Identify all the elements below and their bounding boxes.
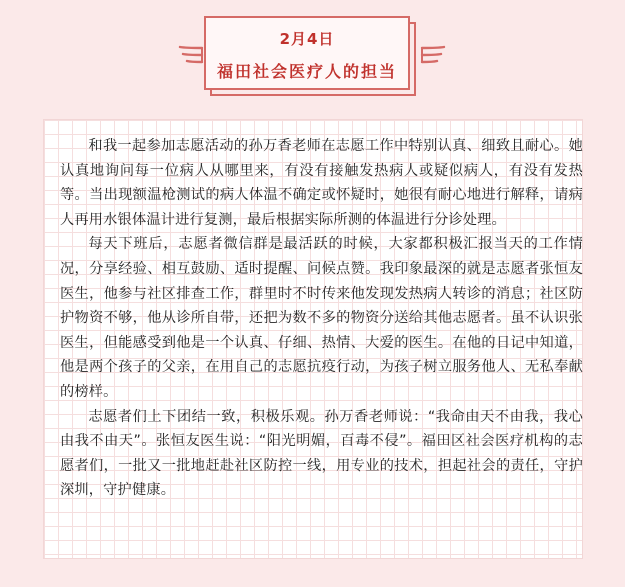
wing-icon	[178, 42, 204, 68]
article-body	[60, 134, 583, 503]
wing-icon	[420, 42, 446, 68]
paragraph: 和我一起参加志愿活动的孙万香老师在志愿工作中特别认真、细致且耐心。她认真地询问每一位病人从哪里来，有没有接触发热病人或疑似病人，有没有发热等。当出现额温枪测试的病人体温不确定或怀疑时，她很有耐心地进行解释，请病人再用水银体温计进行复测，最后根据实际所测的体温进行分诊处理。	[60, 138, 583, 228]
header-date: 2月4日	[279, 30, 335, 48]
title-frame	[204, 16, 410, 90]
paragraph: 每天下班后，志愿者微信群是最活跃的时候，大家都积极汇报当天的工作情况，分享经验、相互鼓励、适时提醒、问候点赞。我印象最深的就是志愿者张恒友医生，他参与社区排查工作，群里时不时传来他发现发热病人转诊的消息；社区防护物资不够，他从诊所自带，还把为数不多的物资分送给其他志愿者。虽不认识张医生，但能感受到他是一个认真、仔细、热情、大爱的医生。在他的日记中知道，他是两个孩子的父亲，在用自己的志愿抗疫行动，为孩子树立服务他人、无私奉献的榜样。	[60, 236, 583, 400]
header-title: 福田社会医疗人的担当	[216, 62, 397, 81]
paragraph: 志愿者们上下团结一致，积极乐观。孙万香老师说：“我命由天不由我，我心由我不由天”。张恒友医生说：“阳光明媚，百毒不侵”。福田区社会医疗机构的志愿者们，一批又一批地赶赴社区防控一线，用专业的技术，担起社会的责任，守护深圳，守护健康。	[60, 408, 583, 499]
header	[0, 0, 625, 115]
